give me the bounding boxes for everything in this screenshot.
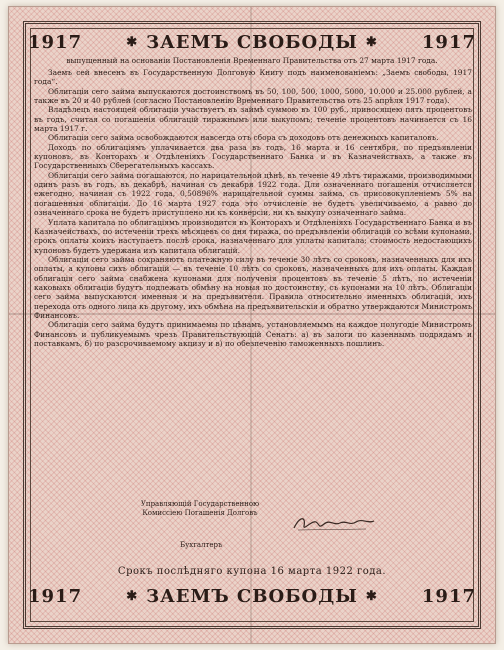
- handwritten-signature: [290, 512, 376, 534]
- footer-star-right-icon: ✱: [365, 588, 378, 604]
- paragraph: Облигаціи сего займа сохраняютъ платежную силу въ теченіе 30 лѣтъ со сроковъ, назначенныхъ для ихъ оплаты, а купоны сихъ облигацій — въ теченіе 10 лѣтъ со сроковъ, назначенныхъ для ихъ оплаты. Каждая облигація сего займа снабжена купонами для полученія процентовъ въ теченіе 5 лѣтъ, по истеченіи каковыхъ облигаціи будутъ подлежать обмѣну на новыя по достоинству, съ купонами на 10 лѣтъ. Облигаціи сего займа выпускаются именныя и на предъявителя. Правила относительно именныхъ облигацій, ихъ перехода отъ одного лица къ другому, ихъ обмѣна на предъявительскія и обратно утверждаются Министромъ Финансовъ.: [34, 254, 472, 320]
- footer-banner: [28, 584, 476, 608]
- subheading: выпущенный на основаніи Постановленія Временнаго Правительства отъ 27 марта 1917 года.: [66, 56, 438, 65]
- paragraph: Доходъ по облигаціямъ уплачивается два раза въ годъ, 16 марта и 16 сентября, по предъявленіи купоновъ, въ Конторахъ и Отдѣленіяхъ Государственнаго Банка и въ Казначействахъ, а также въ Государственныхъ Сберегательныхъ кассахъ.: [34, 142, 472, 171]
- footer-star-left-icon: ✱: [126, 588, 139, 604]
- paragraph: Облигаціи сего займа выпускаются достоинствомъ въ 50, 100, 500, 1000, 5000, 10.000 и 25.000 рублей, а также въ 20 и 40 рублей (согласно Постановленію Временнаго Правительства отъ 25 апрѣля 1917 года).: [34, 86, 472, 106]
- paragraph: Облигаціи сего займа освобождаются навсегда отъ сбора съ доходовъ отъ денежныхъ капиталовъ.: [48, 133, 439, 143]
- header-banner: [28, 30, 476, 54]
- accountant-label: Бухгалтеръ: [180, 541, 223, 549]
- header-star-right-icon: ✱: [365, 34, 378, 50]
- header-title: ЗАЕМЪ СВОБОДЫ: [146, 31, 358, 53]
- signatory-title-line2: Комиссіею Погашенія Долговъ: [142, 508, 258, 517]
- paragraph: Уплата капитала по облигаціямъ производится въ Конторахъ и Отдѣленіяхъ Государственнаго Банка и въ Казначействахъ, по истеченіи трехъ мѣсяцевъ со дня тиража, по предъявленіи облигацій со всѣми купонами, срокъ оплаты коихъ наступаетъ послѣ срока, назначеннаго для уплаты капитала; стоимость недостающихъ купоновъ будетъ удержана изъ капитала облигацій.: [34, 217, 472, 255]
- header-year-left: 1917: [28, 31, 83, 53]
- paragraph: Заемъ сей внесенъ въ Государственную Долговую Книгу подъ наименованіемъ: „Заемъ свободы, 1917 года“.: [34, 68, 472, 87]
- header-star-left-icon: ✱: [126, 34, 139, 50]
- terms-text: [34, 68, 472, 498]
- last-coupon-date: Срокъ послѣдняго купона 16 марта 1922 года.: [117, 566, 387, 577]
- footer-year-right: 1917: [421, 585, 476, 607]
- paragraph: Облигаціи сего займа погашаются, по нарицательной цѣнѣ, въ теченіе 49 лѣтъ тиражами, производимыми одинъ разъ въ годъ, въ декабрѣ, начиная съ декабря 1922 года. Для означеннаго погашенія отчисляется ежегодно, начиная съ 1922 года, 0,50896% нарицательной суммы займа, съ присовокупленіемъ 5% на погашенныя облигаціи. До 16 марта 1927 года это отчисленіе не будетъ увеличиваемо, а равно до означеннаго срока не будетъ приступлено ни къ конверсіи, ни къ выкупу означеннаго займа.: [34, 170, 472, 218]
- signatory-title-line1: Управляющій Государственною: [140, 500, 260, 508]
- header-year-right: 1917: [421, 31, 476, 53]
- footer-title: ЗАЕМЪ СВОБОДЫ: [146, 585, 358, 607]
- signatory-block: [120, 500, 280, 517]
- paragraph: Владѣлецъ настоящей облигаціи участвуетъ въ займѣ суммою въ 100 руб., приносящею пять процентовъ въ годъ, считая со погашенія облигацій тиражнымъ или выкупомъ; теченіе процентовъ начинается съ 16 марта 1917 г.: [34, 105, 472, 134]
- paragraph: Облигаціи сего займа будутъ принимаемы по цѣнамъ, установляемымъ на каждое полугодіе Министромъ Финансовъ и публикуемымъ чрезъ Правительствующій Сенатъ: а) въ залоги по казеннымъ подрядамъ и поставкамъ, б) по разсрочиваемому акцизу и в) по обезпеченію таможенныхъ пошлинъ.: [34, 320, 472, 348]
- footer-year-left: 1917: [28, 585, 83, 607]
